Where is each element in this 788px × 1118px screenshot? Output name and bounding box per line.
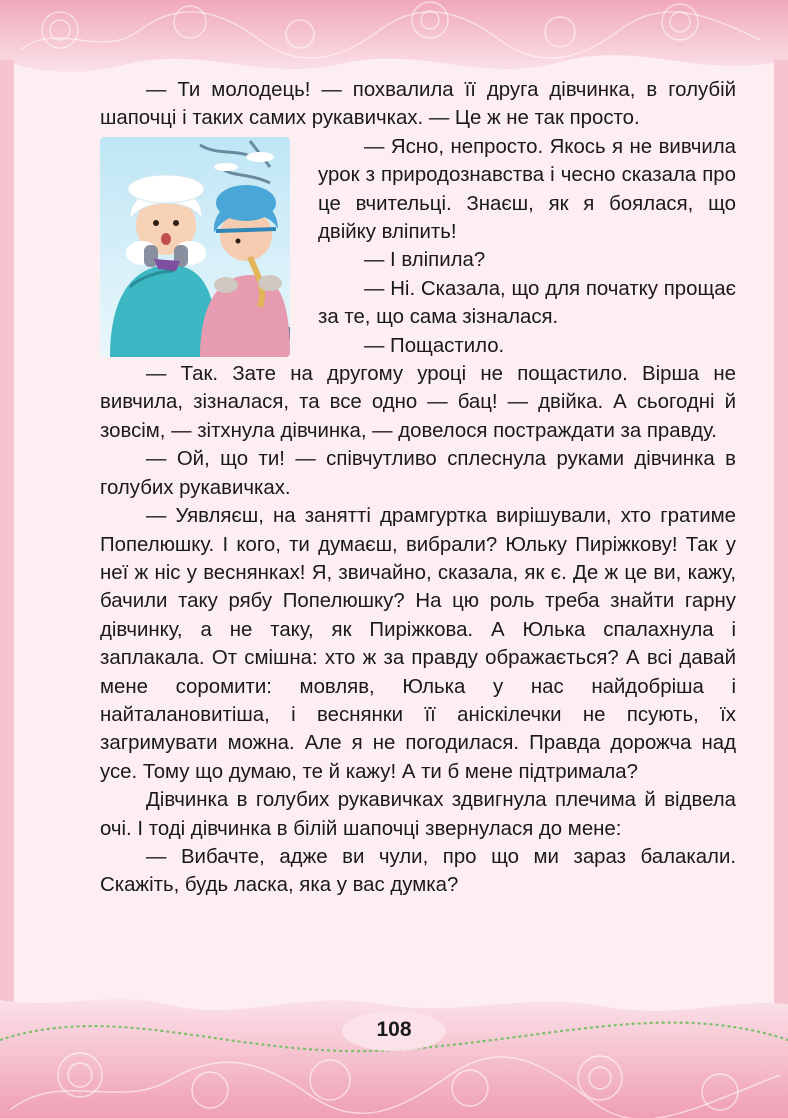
paragraph-8: — Уявляєш, на занятті драмгуртка вирішували, хто гратиме Попелюшку. І кого, ти думаєш, вибрали? Юльку Пиріжкову! Так у неї ж ніс у веснянках! Я, звичайно, сказала, як є. Де ж це ви, кажу, бачили таку рябу Попелюшку? На цю роль треба знайти гарну дівчинку, а не таку, як Пиріжкова. А Юлька спалахнула і заплакала. От смішна: хто ж за правду ображається? А всі давай мене соромити: мовляв, Юлька у нас найдобріша і найталановитіша, і веснянки її аніскілечки не псують, їх загримувати можна. Але я не погодилася. Правда дорожча над усе. Тому що думаю, те й кажу! А ти б мене підтримала? [100, 505, 736, 783]
paragraph-9: Дівчинка в голубих рукавичках здвигнула плечима й відвела очі. І тоді дівчинка в білій шапочці звернулася до мене: [100, 789, 736, 840]
paragraph-3: — І вліпила? [364, 249, 486, 272]
paragraph-2: — Ясно, непросто. Якось я не вивчила урок з природознавства і чесно сказала про це вчительці. Знаєш, як я боялася, що двійку вліпить! [318, 135, 736, 244]
two-girls-winter-illustration [100, 137, 290, 357]
paragraph-6: — Так. Зате на другому уроці не пощастило. Вірша не вивчила, зізналася, та все одно — бац! — двійка. А сьогодні й зовсім, — зітхнула дівчинка, — довелося постраждати за правду. [100, 363, 736, 442]
paragraph-10: — Вибачте, адже ви чули, про що ми зараз балакали. Скажіть, будь ласка, яка у вас думка? [100, 845, 736, 897]
paragraph-1: — Ти молодець! — похвалила її друга дівчинка, в голубій шапочці і таких самих рукавичках. — Це ж не так просто. [100, 79, 736, 130]
story-text [100, 76, 736, 900]
paragraph-4: — Ні. Сказала, що для початку прощає за те, що сама зізналася. [318, 277, 736, 329]
paragraph-7: — Ой, що ти! — співчутливо сплеснула руками дівчинка в голубих рукавичках. [100, 448, 736, 499]
paragraph-5: — Пощастило. [364, 334, 505, 357]
illustration-wrap-block [100, 133, 736, 445]
page-number: 108 [376, 1018, 412, 1041]
